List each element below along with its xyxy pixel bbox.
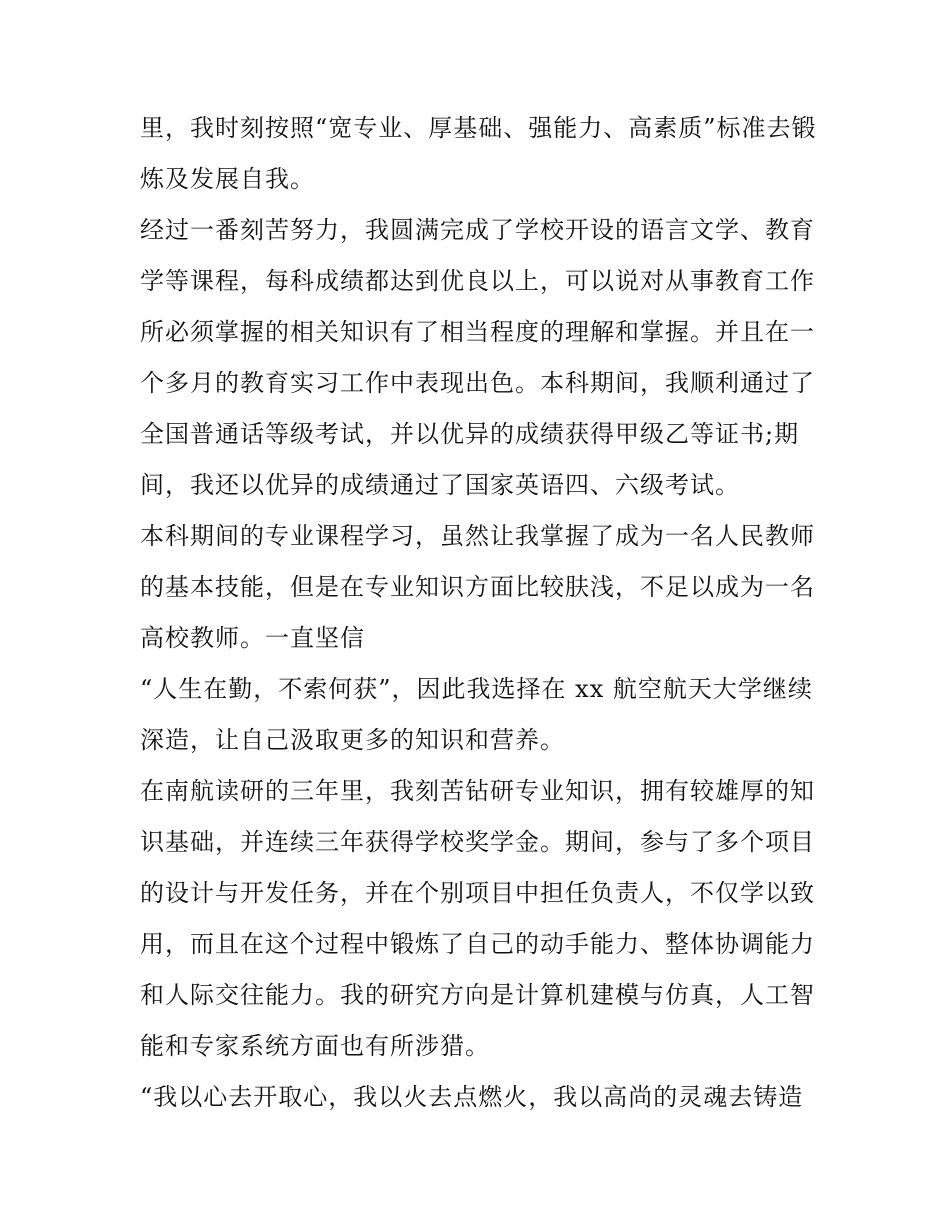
text-line: 和人际交往能力。我的研究方向是计算机建模与仿真，人工智 <box>140 981 815 1009</box>
text-line: 的基本技能，但是在专业知识方面比较肤浅，不足以成为一名 <box>140 573 815 601</box>
text-line: 里，我时刻按照“宽专业、厚基础、强能力、高素质”标准去锻 <box>140 114 817 142</box>
text-line: “人生在勤，不索何获”，因此我选择在 xx 航空航天大学继续 <box>140 675 813 703</box>
text-line: 在南航读研的三年里，我刻苦钻研专业知识，拥有较雄厚的知 <box>140 777 815 805</box>
text-line: 能和专家系统方面也有所涉猎。 <box>140 1032 490 1060</box>
text-line: 经过一番刻苦努力，我圆满完成了学校开设的语言文学、教育 <box>140 216 815 244</box>
text-line: 学等课程，每科成绩都达到优良以上，可以说对从事教育工作 <box>140 267 815 295</box>
text-line: 本科期间的专业课程学习，虽然让我掌握了成为一名人民教师 <box>140 522 815 550</box>
text-line: 用，而且在这个过程中锻炼了自己的动手能力、整体协调能力 <box>140 930 815 958</box>
text-line: 的设计与开发任务，并在个别项目中担任负责人，不仅学以致 <box>140 879 815 907</box>
text-line: 深造，让自己汲取更多的知识和营养。 <box>140 726 565 754</box>
body-text <box>140 103 820 1123</box>
text-line: 间，我还以优异的成绩通过了国家英语四、六级考试。 <box>140 471 740 499</box>
text-line: 高校教师。一直坚信 <box>140 624 365 652</box>
text-line: “我以心去开取心，我以火去点燃火，我以高尚的灵魂去铸造 <box>140 1083 804 1111</box>
text-line: 炼及发展自我。 <box>140 165 315 193</box>
text-line: 全国普通话等级考试，并以优异的成绩获得甲级乙等证书;期 <box>140 420 800 448</box>
text-line: 个多月的教育实习工作中表现出色。本科期间，我顺利通过了 <box>140 369 815 397</box>
text-line: 识基础，并连续三年获得学校奖学金。期间，参与了多个项目 <box>140 828 815 856</box>
text-line: 所必须掌握的相关知识有了相当程度的理解和掌握。并且在一 <box>140 318 815 346</box>
